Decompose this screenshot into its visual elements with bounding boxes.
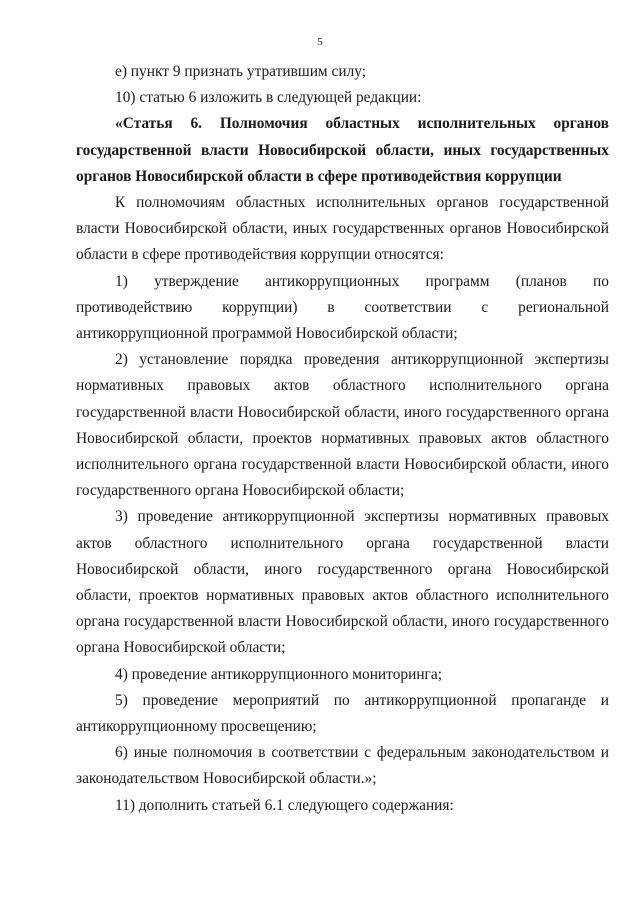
- paragraph-power-5: 5) проведение мероприятий по антикоррупционной пропаганде и антикоррупционному просвещению;: [76, 691, 609, 736]
- paragraph-power-1: 1) утверждение антикоррупционных программ (планов по противодействию коррупции) в соответствии с региональной антикоррупционной программой Новосибирской области;: [76, 272, 609, 343]
- paragraph-item-e: е) пункт 9 признать утратившим силу;: [115, 63, 367, 80]
- document-body: [76, 59, 609, 819]
- paragraph-article-6-intro: К полномочиям областных исполнительных органов государственной власти Новосибирской области, иных государственных органов Новосибирской области в сфере противодействия коррупции относятся:: [76, 194, 609, 264]
- paragraph-item-10: 10) статью 6 изложить в следующей редакции:: [115, 89, 422, 107]
- paragraph-power-6: 6) иные полномочия в соответствии с федеральным законодательством и законодательством Новосибирской области.»;: [76, 744, 609, 788]
- paragraph-item-11: 11) дополнить статьей 6.1 следующего содержания:: [115, 796, 454, 814]
- paragraph-power-3: 3) проведение антикоррупционной экспертизы нормативных правовых актов областного исполнительного органа государственной власти Новосибирской области, иного государственного органа Новосибирской области, проектов нормативных правовых актов областного исполнительного органа государственной власти Новосибирской области, иного государственного органа Новосибирской области;: [76, 508, 609, 657]
- article-6-heading: «Статья 6. Полномочия областных исполнительных органов государственной власти Новосибирской области, иных государственных органов Новосибирской области в сфере противодействия коррупции: [76, 115, 609, 185]
- paragraph-power-2: 2) установление порядка проведения антикоррупционной экспертизы нормативных правовых актов областного исполнительного органа государственной власти Новосибирской области, иного государственного органа Новосибирской области, проектов нормативных правовых актов областного исполнительного органа государственной власти Новосибирской области, иного государственного органа Новосибирской области;: [76, 351, 609, 500]
- page-number: 5: [317, 36, 323, 48]
- paragraph-power-4: 4) проведение антикоррупционного мониторинга;: [115, 665, 442, 683]
